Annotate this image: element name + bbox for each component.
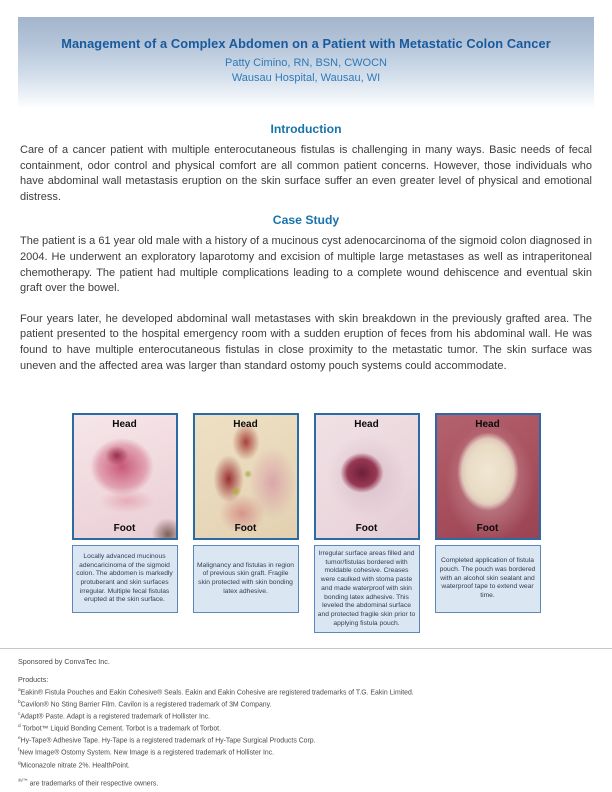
footnote-text: New Image® Ostomy System. New Image is a registered trademark of Hollister Inc. — [19, 749, 275, 757]
footer — [0, 648, 612, 787]
wound-photo-3 — [314, 413, 420, 540]
figure-4 — [435, 413, 541, 613]
foot-label: Foot — [355, 523, 378, 534]
footnote-marker: d — [18, 724, 21, 730]
head-label: Head — [233, 419, 258, 430]
figure-caption-2: Malignancy and fistulas in region of previous skin graft. Fragile skin protected with skin bonding latex adhesive. — [193, 545, 299, 613]
head-label: Head — [112, 419, 137, 430]
footnote-marker: f — [18, 748, 20, 754]
case-study-paragraph-2: Four years later, he developed abdominal wall metastases with skin breakdown in the previously grafted area. The patient presented to the hospital emergency room with a sudden eruption of feces from his abdominal wall. He was found to have multiple enterocutaneous fistulas in close proximity to the metastatic tumor. The skin surface was uneven and the affected area was larger than standard ostomy pouch systems could accommodate. — [20, 312, 592, 372]
trademark-note — [18, 779, 594, 787]
product-note-cavilon — [18, 698, 594, 710]
footnote-text: Cavilon® No Sting Barrier Film. Cavilon is a registered trademark of 3M Company. — [20, 701, 272, 709]
wound-photo-1 — [72, 413, 178, 540]
figure-caption-4: Completed application of fistula pouch. The pouch was bordered with an alcohol skin sealant and waterproof tape to extend wear time. — [435, 545, 541, 613]
introduction-heading: Introduction — [270, 122, 342, 136]
poster-body — [20, 114, 592, 382]
footnote-marker: g — [18, 760, 21, 766]
foot-label: Foot — [476, 523, 499, 534]
product-note-adapt — [18, 710, 594, 722]
trademark-symbols: ®/™ — [18, 778, 28, 784]
figure-3 — [314, 413, 420, 633]
figure-caption-1: Locally advanced mucinous adencaricinoma of the sigmoid colon. The abdomen is markedly protuberant and skin surfaces irregular. Multiple fecal fistulas erupted at the skin surface. — [72, 545, 178, 613]
affiliation-line: Wausau Hospital, Wausau, WI — [231, 72, 381, 84]
wound-photo-2 — [193, 413, 299, 540]
footnote-marker: b — [18, 700, 21, 706]
figure-row — [0, 413, 612, 633]
foot-label: Foot — [113, 523, 136, 534]
figure-2 — [193, 413, 299, 613]
introduction-paragraph: Care of a cancer patient with multiple enterocutaneous fistulas is challenging in many ways. Basic needs of fecal containment, odor control and physical comfort are all common patient concerns. However, those individuals who have abdominal wall metastasis eruption on the skin surface suffer an even greater level of physical and emotional distress. — [20, 144, 592, 203]
product-note-torbot — [18, 722, 594, 734]
products-label: Products: — [18, 675, 49, 684]
footnote-text: Eakin® Fistula Pouches and Eakin Cohesive® Seals. Eakin and Eakin Cohesive are registered trademarks of T.G. Eakin Limited. — [20, 689, 414, 697]
sponsor-line: Sponsored by ConvaTec Inc. — [18, 657, 110, 666]
trademark-text: are trademarks of their respective owners. — [27, 779, 159, 787]
footnote-marker: e — [18, 736, 21, 742]
author-line: Patty Cimino, RN, BSN, CWOCN — [225, 57, 387, 69]
head-label: Head — [475, 419, 500, 430]
foot-label: Foot — [234, 523, 257, 534]
footnote-text: Miconazole nitrate 2%. HealthPoint. — [20, 761, 130, 769]
head-label: Head — [354, 419, 379, 430]
figure-caption-3: Irregular surface areas filled and tumor/fistulas bordered with moldable cohesive. Creases were caulked with stoma paste and made waterproof with skin bonding latex adhesive. This leveled the abdominal surface and protected fragile skin prior to applying fistula pouch. — [314, 545, 420, 633]
case-study-paragraph-1: The patient is a 61 year old male with a history of a mucinous cyst adenocarcinoma of the sigmoid colon diagnosed in 2004. He underwent an exploratory laparotomy and excision of multiple large metastases as well as intraperitoneal chemotherapy. The patient had multiple complications leading to a complete wound dehiscence and eventual skin graft over the bowel. — [20, 235, 592, 295]
poster-header — [18, 17, 594, 107]
product-note-eakin — [18, 686, 594, 698]
case-study-heading: Case Study — [272, 213, 340, 228]
wound-photo-4 — [435, 413, 541, 540]
figure-1 — [72, 413, 178, 613]
product-note-newimage — [18, 746, 594, 758]
footnote-marker: a — [18, 688, 21, 693]
product-note-hytape — [18, 734, 594, 746]
footnote-marker: c — [18, 712, 21, 718]
footnote-text: Adapt® Paste. Adapt is a registered trademark of Hollister Inc. — [20, 713, 211, 721]
footnote-text: Hy-Tape® Adhesive Tape. Hy-Tape is a registered trademark of Hy-Tape Surgical Products Corp. — [20, 737, 316, 745]
product-note-miconazole — [18, 759, 594, 771]
page-title: Management of a Complex Abdomen on a Patient with Metastatic Colon Cancer — [61, 36, 551, 51]
footnote-text: Torbot™ Liquid Bonding Cement. Torbot is a trademark of Torbot. — [20, 725, 221, 733]
